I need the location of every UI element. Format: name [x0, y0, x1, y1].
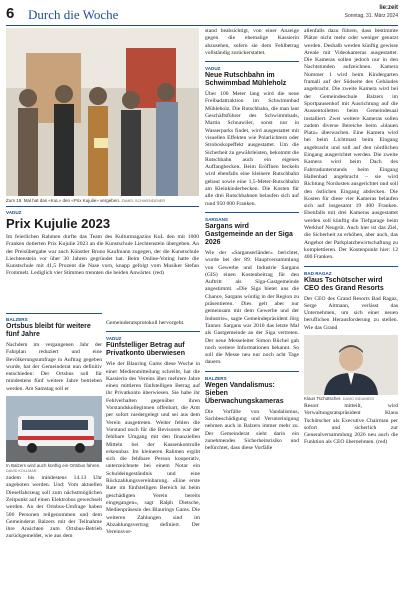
ortsbus-headline: Ortsbus bleibt für weitere fünf Jahre: [6, 323, 91, 338]
vandalismus-headline: Wegen Vandalismus: Sieben Überwachungskameras: [205, 381, 284, 405]
blauring-continued: stand beabsichtigt, von einer Anzeige gegen die ehemalige Kassierin abzusehen, sofern sie dem Fehlbetrag vollständig zurückerstattet.: [205, 28, 299, 56]
portrait-image: [304, 335, 398, 395]
rutschbahn-headline: Neue Rutschbahn im Schwimmbad Mühleholz: [205, 72, 287, 88]
ortsbus-body-1: Nachdem im vergangenen Jahr der Fahrplan reduziert und eine Bevölkerungsumfrage in Auftrag gegeben wurde, hat der Gemeinderat nun definitiv entschieden: Der Ortsbus soll für mindestens fünf weitere Jahre betrieben werden. Am Samstag soll er: [6, 342, 102, 392]
article-ortsbus: [6, 313, 102, 600]
blauring-body: Wie der Blauring Gams diese Woche in einer Medienmitteilung schreibt, hat die Kassierin des Vereins über mehrere Jahre einen mittleren fünfstelligen Betrag auf ihr Privatkonto überwiesen. Sie habe ihr Fehlverhalten gegenüber ihren Vorstandskolleginnen offenbart, die Amt per sofort niedergelegt und sei aus dem Verein ausgetreten. Weiter fehlen die Vorstand noch für die Revisoren war der fehlbare Umgang mit den finanziellen Mitteln bei der Kassenkontrolle erkennbar. Im kleineren Rahmen ergibt sich die fehlbare Person kooperativ, unterzeichnete bei einem Notar ein Schuldeingeständnis und eine Rückzahlungsvereinbarung. «Eine erste Rate im fünfstelligen Bereich ist beim geschädigten Verein bereits eingegangen», sagt Ralph Dietsche, Medienpräsesin des Blaurings Gams. Die weiteren Zahlungen sind im Abzahlungsvertrag definiert. Der Vereinsvor-: [106, 361, 200, 536]
ortsbus-body-2: zudem bis mindestens 14.13 Uhr angeboten werden. Und: Vom aktuellen Dieselfahrzeug soll zum nächstmöglichen Zeitpunkt auf einen Elektrobus gewechselt werden. An der Ortsbus-Umfrage haben 506 Personen teilgenommen und dem Gemeinderat Balzers mit der Teilnahme ihre Ansichten zum Ortsbus-Betrieb zurückgemeldet, wie aus dem: [6, 475, 102, 540]
ortsbus-kicker: BALZERS: [6, 317, 28, 322]
separator: [106, 331, 200, 332]
rutschbahn-body: Über 100 Meter lang wird die neue Freibadattraktion im Schwimmbad Mühleholz. Die Rutschbahn, die man laut Geschäftsführer des Schwimmbads, Martin Schnawiler, sonst nur in Wasserparks findet, wird ausgestattet mit visuellen Effekten wie Polarlichtern oder Stroboskopeffekt ausgestattet. Um die Sicherheit zu gewährleisten, bekommt die Rutschbahn auch ein eigenes Auffangbecken. Beim Eröffnen beckeln wird ebenfalls eine kleinere Rutschbahn gebaut sowie eine 1,5-Meter-Rutschbahn am Kleinkinderbecken. Die Kosten für alle drei Rutschbahnen belaufen sich auf rund 950 000 Franken.: [205, 91, 299, 207]
kujulie-body: Im feierlichen Rahmen durfte das Team des Kulturmagazins KuL den mit 1000 Franken dotierten Prix Kujulie 2023 an die Kunstschule Liechtenstein übergeben. An der Preisübergabe war auch Künstler Bruno Kaufmann zugegen, der die Kunstschule Liechtenstein vor über 30 Jahren gegründet hat. Beim Online-Voting hatte die Kunstschule mit 41,5 Prozent die Nase vorn, knapp gefolgt vom Musiker Stefan Frommelt. Lediglich vier Stimmen trennten die beiden Anwärter. (red): [6, 234, 199, 277]
bus-photo-image: [6, 396, 102, 462]
separator: [205, 371, 299, 372]
blauring-headline: Fünfstelliger Betrag auf Privatkonto überwiesen: [106, 342, 185, 358]
bus-photo-credit: DAVID KOLLMAR: [6, 469, 37, 474]
separator: [205, 61, 299, 62]
tschuetscher-photo-credit: DAVID INDUMEGI: [342, 396, 375, 401]
separator: [205, 212, 299, 213]
kujulie-photo: [6, 28, 199, 196]
separator: [304, 266, 398, 267]
column-3: [205, 28, 299, 600]
tschuetscher-body-2: Resort mitteilt, wird Verwaltungsratspräsident Klaus Tschütscher als Executive Chairman per sofort und sicherlich zur Generalversammlung 2026 neu auch die Funktion als CEO übernehmen. (red): [304, 402, 398, 446]
kujulie-photo-credit: ZAMEL SCHWENDENER: [121, 199, 166, 203]
siga-body: Wie der «Sarganserländer» berichtet, wurde bei der 89. Hauptversammlung von Gewerbe und Industrie Sargans (GIS) einen Kostenbeitrag für den Auftritt als Siga-Gastgemeinde angestimmt. «Die Siga bietet uns die Chance, Sargans würdig in der Region zu präsentieren. Dies gelt aber nur gemeinsam mit dem Gewerbe und der Industrie», sagte Gemeindepräsident Jörg Tanner. Sargans war 2010 das letzte Mal als Gastgemeinde an der Siga vertreten. Der neue Messeleiter Simon Büchel gab noch weitere Informationen bekannt. So soll die Messe neu nur noch acht Tage dauern.: [205, 249, 299, 366]
tschuetscher-photo-caption: Klaus Tschütscher.: [304, 395, 342, 401]
article-kujulie: [6, 28, 199, 278]
tschuetscher-photo: [304, 335, 398, 395]
issue-date: Sonntag, 31. März 2024: [344, 13, 398, 19]
kujulie-photo-caption: Zum 19. Mal hat das «KuL» den «Prix Kujulie» vergeben.: [6, 198, 121, 203]
siga-kicker: SARGANS: [205, 216, 228, 222]
vandalismus-body: Die Vorfälle von Vandalismus, Sachbeschädigung und Verunreinigung nehmen auch in Balzers immer mehr zu. Der Gemeinderat sieht darin ein zunehmendes Sicherheitsrisiko und befürchtet, dass diese Vorfälle: [205, 408, 299, 452]
siga-headline: Sargans wird Gastgemeinde an der Siga 2026: [205, 222, 293, 246]
tschuetscher-headline: Klaus Tschütscher wird CEO des Grand Resorts: [304, 276, 384, 292]
tschuetscher-kicker: BAD RAGAZ: [304, 270, 332, 276]
bus-photo: [6, 396, 102, 462]
group-photo-image: [6, 28, 199, 196]
header-rule: [6, 25, 398, 26]
article-blauring: [106, 320, 200, 600]
blauring-kicker: VADUZ: [106, 336, 122, 342]
kujulie-headline: Prix Kujulie 2023: [6, 216, 111, 231]
tschuetscher-body: Der CEO des Grand Resorts Bad Ragaz, Serge Altmann, verlässt das Unternehmen, um sich einer neuen beruflichen Herausforderung zu stellen. Wie das Grand: [304, 295, 398, 331]
page-header: [6, 4, 398, 24]
vandalismus-kicker: BALZERS: [205, 375, 227, 381]
separator: [6, 313, 102, 314]
bus-photo-caption: In Balzers wird auch künftig ein Ortsbus fahren.: [6, 463, 101, 469]
page-number: 6: [6, 5, 15, 22]
brand-logo: lie:zeit: [379, 5, 398, 11]
vandalismus-continued: allenfalls dazu führen, dass bestimmte Plätze nicht mehr oder weniger genutzt werden. Deshalb werden künftig gewisse Areale mit Videokameras ausgestattet. Die Kameras sollen jedoch nur in den Nachtstunden aufzeichnen. Kamera Nummer 1 wird beim Kindergarten framali auf der Südseite des Gebäudes angebracht. Die zweite Kamera wird bei der Gemeindeschule Balzers im Sportpausenhof mit Ausrichtung auf die Aussentoiletten beim Gemeindesaal installiert. Zwei weitere Kameras sollen zudem diverse Bereiche beim «blauen Platz» überwachen. Eine Kamera wird bei beim Lichtmast beim Eingang angebracht und soll auf den nördlichen Eingang ausgerichtet werden. Die zweite Kamera wird beim Dach des Fahrradunterstands beim Eingang Hallenbad angebracht – sie wird Richtung Nordosten ausgerichtet und soll den östlichen Eingang abdecken. Die Kosten für diese vier Kameras belaufen sich auf insgesamt 19 400 Franken. Ebenfalls mit drei Kameras ausgestattet werden soll künftig die Tiefgarage beim Werkhof Neugrüt. Auch hier ist das Ziel, die Sicherheit zu erhöhen, aber auch, das Angebot der Parkplatzbewirtschaftung zu komplettieren. Der Kostenpunkt hier: 12 400 Franken.: [304, 28, 398, 261]
blauring-intro: Gemeinderatsprotokoll hervorgeht.: [106, 320, 185, 326]
column-4: [304, 28, 398, 600]
kujulie-kicker: VADUZ: [6, 210, 22, 215]
section-title: Durch die Woche: [28, 7, 119, 22]
rutschbahn-kicker: VADUZ: [205, 66, 221, 72]
separator: [6, 206, 199, 207]
